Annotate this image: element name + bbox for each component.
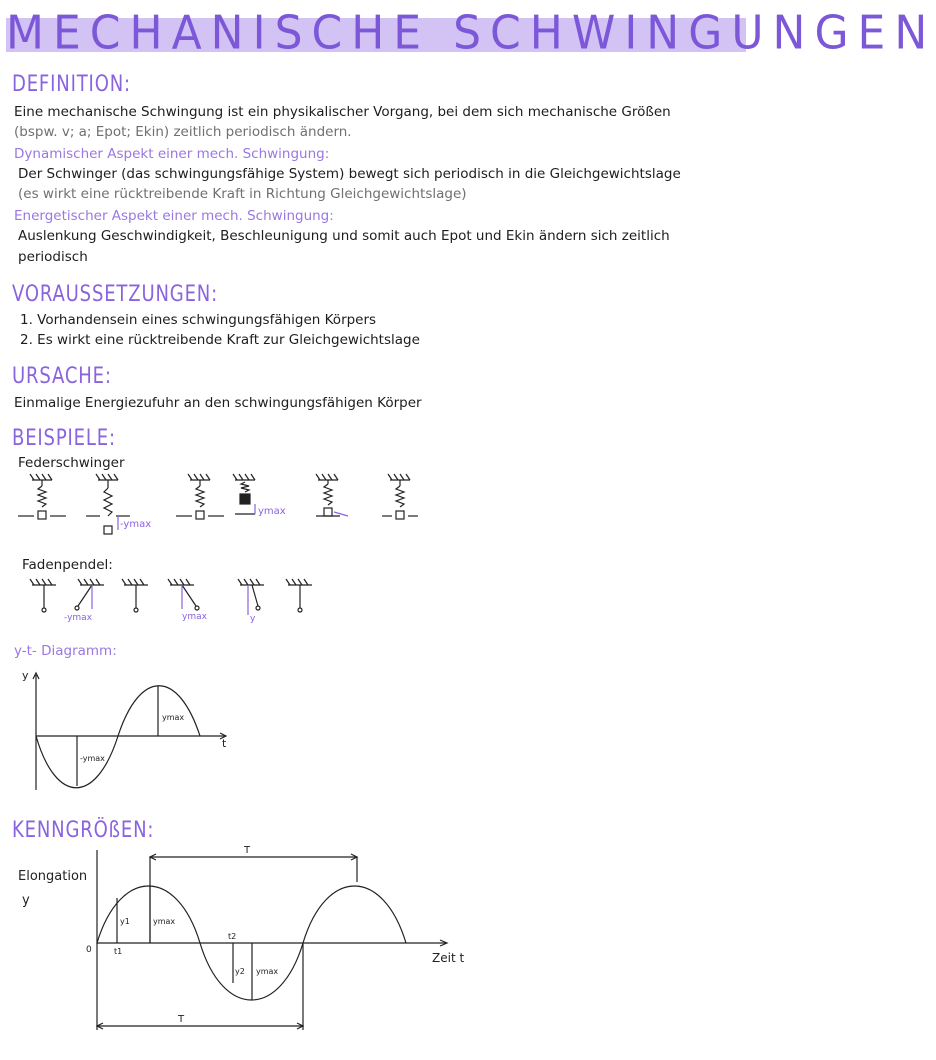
fadenpendel-drawings xyxy=(0,575,750,625)
kenngroessen-heading: KENNGRÖßEN: xyxy=(12,818,155,843)
thread-pendulum-6 xyxy=(286,579,312,612)
kg-T-top-label: T xyxy=(244,845,251,856)
ursache-heading: URSACHE: xyxy=(12,364,112,389)
kg-origin-label: 0 xyxy=(86,945,92,955)
kg-elongation-y-label: y xyxy=(22,893,30,908)
federschwinger-drawings xyxy=(0,470,750,540)
kg-y1-label: y1 xyxy=(120,917,130,926)
kg-y2-label: y2 xyxy=(235,967,245,976)
yt-ymax-label: ymax xyxy=(162,713,185,722)
voraussetzungen-heading: VORAUSSETZUNGEN: xyxy=(12,282,219,307)
spring-pendulum-4 xyxy=(233,474,255,514)
spring-pendulum-5 xyxy=(316,474,348,516)
yt-diagram xyxy=(0,665,260,805)
thread-pendulum-2 xyxy=(75,579,104,610)
kg-ymax-top-label: ymax xyxy=(153,917,176,926)
dynamic-aspect-line-2: (es wirkt eine rücktreibende Kraft in Richtung Gleichgewichtslage) xyxy=(18,186,467,202)
yt-sine-curve xyxy=(36,686,200,788)
kg-t1-label: t1 xyxy=(114,947,123,956)
kg-ymax-bottom-label: ymax xyxy=(256,967,279,976)
thread-pendulum-1 xyxy=(30,579,56,612)
ursache-text: Einmalige Energiezufuhr an den schwingungsfähigen Körper xyxy=(14,395,422,411)
energetic-aspect-heading: Energetischer Aspekt einer mech. Schwingung: xyxy=(14,208,334,224)
kenngroessen-diagram xyxy=(0,842,750,1060)
definition-line-2: (bspw. v; a; Epot; Ekin) zeitlich periodisch ändern. xyxy=(14,124,352,140)
thread-pendulum-4 xyxy=(168,579,199,610)
spring-pendulum-3 xyxy=(176,474,224,519)
definition-line-1: Eine mechanische Schwingung ist ein physikalischer Vorgang, bei dem sich mechanische Größen xyxy=(14,104,671,120)
energetic-aspect-line-2: periodisch xyxy=(18,249,88,265)
beispiele-heading: BEISPIELE: xyxy=(12,426,116,451)
yt-diagram-label: y-t- Diagramm: xyxy=(14,643,117,659)
kg-T-bottom-label: T xyxy=(178,1014,185,1025)
dynamic-aspect-heading: Dynamischer Aspekt einer mech. Schwingung: xyxy=(14,146,330,162)
thread-pendulum-3 xyxy=(122,579,148,612)
feder-ymax-label-2: ymax xyxy=(258,506,286,517)
voraussetzung-item-2: 2. Es wirkt eine rücktreibende Kraft zur Gleichgewichtslage xyxy=(20,332,420,348)
feder-ymax-label-1: -ymax xyxy=(120,519,152,530)
thread-pendulum-5 xyxy=(238,579,264,615)
faden-ymax-label-1: -ymax xyxy=(64,613,93,623)
kg-t2-label: t2 xyxy=(228,932,237,941)
voraussetzung-item-1: 1. Vorhandensein eines schwingungsfähigen Körpers xyxy=(20,312,377,328)
spring-pendulum-1 xyxy=(18,474,66,519)
fadenpendel-label: Fadenpendel: xyxy=(22,557,113,573)
faden-y-label: y xyxy=(250,614,256,624)
federschwinger-label: Federschwinger xyxy=(18,455,125,471)
page-title: MECHANISCHE SCHWINGUNGEN xyxy=(6,6,936,61)
spring-pendulum-6 xyxy=(382,474,418,519)
yt-neg-ymax-label: -ymax xyxy=(80,754,105,763)
kg-elongation-label: Elongation xyxy=(18,869,88,884)
faden-ymax-label-2: ymax xyxy=(182,612,207,622)
energetic-aspect-line-1: Auslenkung Geschwindigkeit, Beschleunigung und somit auch Epot und Ekin ändern sich zeitlich xyxy=(18,228,670,244)
kg-zeit-label: Zeit t xyxy=(432,951,465,965)
dynamic-aspect-line-1: Der Schwinger (das schwingungsfähige System) bewegt sich periodisch in die Gleichgewichtslage xyxy=(18,166,681,182)
definition-heading: DEFINITION: xyxy=(12,72,131,97)
yt-t-label: t xyxy=(222,737,227,750)
yt-y-label: y xyxy=(22,669,29,682)
